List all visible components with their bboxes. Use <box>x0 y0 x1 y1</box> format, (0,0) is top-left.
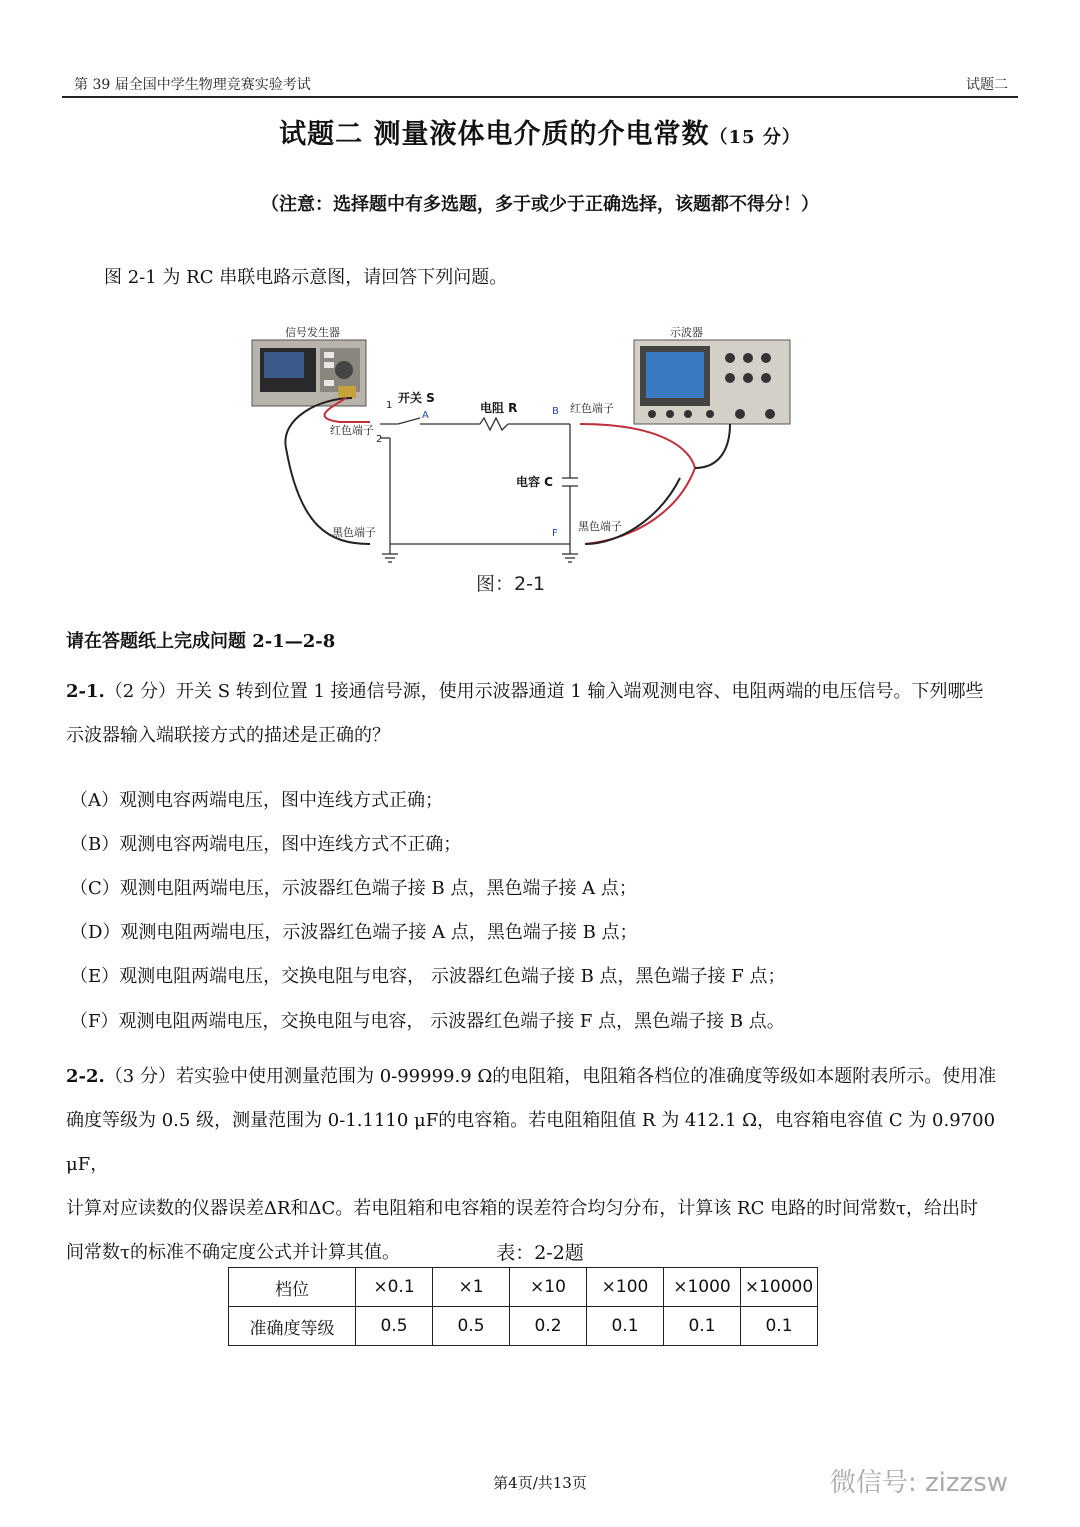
q1-number: 2-1. <box>66 681 105 702</box>
red-terminal-right-label: 红色端子 <box>570 402 614 415</box>
node-B-label: B <box>552 406 559 417</box>
table-cell: 0.2 <box>510 1307 587 1346</box>
table-cell: 档位 <box>229 1268 356 1307</box>
switch-label: 开关 S <box>398 391 435 405</box>
table-cell: ×0.1 <box>356 1268 433 1307</box>
option-f: （F）观测电阻两端电压，交换电阻与电容， 示波器红色端子接 F 点，黑色端子接 B 点。 <box>70 1011 785 1032</box>
q1-text-2: 示波器输入端联接方式的描述是正确的？ <box>66 725 390 746</box>
table-cell: ×100 <box>587 1268 664 1307</box>
node-A-label: A <box>422 410 429 421</box>
q1-text-1: （2 分）开关 S 转到位置 1 接通信号源，使用示波器通道 1 输入端观测电容、电阻两端的电压信号。下列哪些 <box>104 681 984 702</box>
table-cell: ×10000 <box>741 1268 818 1307</box>
table-cell: ×1000 <box>664 1268 741 1307</box>
table-caption: 表：2-2题 <box>496 1242 584 1264</box>
title-main: 试题二 测量液体电介质的介电常数 <box>279 119 710 150</box>
oscilloscope-image <box>634 340 790 424</box>
figure-caption: 图：2-1 <box>476 573 546 595</box>
page-footer: 第4页/共13页 <box>493 1474 587 1492</box>
question-2-1 <box>66 670 1018 758</box>
q2-text-2: 确度等级为 0.5 级，测量范围为 0-1.1110 μF的电容箱。若电阻箱阻值 R 为 412.1 Ω，电容箱电容值 C 为 0.9700 μF， <box>66 1110 996 1175</box>
table-cell: 0.5 <box>433 1307 510 1346</box>
header-rule <box>62 96 1018 98</box>
table-cell: 准确度等级 <box>229 1307 356 1346</box>
red-terminal-left-label: 红色端子 <box>330 424 374 437</box>
option-d: （D）观测电阻两端电压，示波器红色端子接 A 点，黑色端子接 B 点； <box>70 922 638 943</box>
node-2-label: 2 <box>376 434 383 445</box>
option-e: （E）观测电阻两端电压，交换电阻与电容， 示波器红色端子接 B 点，黑色端子接 F 点； <box>70 966 786 987</box>
page-title <box>0 112 1080 151</box>
notice: （注意：选择题中有多选题，多于或少于正确选择，该题都不得分！） <box>261 194 819 215</box>
table-cell: 0.1 <box>664 1307 741 1346</box>
table-cell: 0.1 <box>587 1307 664 1346</box>
capacitor-label: 电容 C <box>516 475 553 489</box>
option-a: （A）观测电容两端电压，图中连线方式正确； <box>70 790 443 811</box>
header-right: 试题二 <box>966 77 1008 93</box>
q1-line1 <box>66 670 1018 714</box>
option-c: （C）观测电阻两端电压，示波器红色端子接 B 点，黑色端子接 A 点； <box>70 878 637 899</box>
q2-text-3: 计算对应读数的仪器误差ΔR和ΔC。若电阻箱和电容箱的误差符合均匀分布，计算该 RC 电路的时间常数τ，给出时 <box>66 1198 979 1219</box>
q2-text-4: 间常数τ的标准不确定度公式并计算其值。 <box>66 1242 400 1263</box>
table-cell: ×1 <box>433 1268 510 1307</box>
title-points: （15 分） <box>709 127 801 148</box>
table-cell: 0.5 <box>356 1307 433 1346</box>
intro-text: 图 2-1 为 RC 串联电路示意图，请回答下列问题。 <box>104 267 508 288</box>
q2-number: 2-2. <box>66 1066 105 1087</box>
option-b: （B）观测电容两端电压，图中连线方式不正确； <box>70 834 462 855</box>
black-terminal-left-label: 黑色端子 <box>332 526 376 539</box>
table-cell: ×10 <box>510 1268 587 1307</box>
black-terminal-right-label: 黑色端子 <box>578 520 622 533</box>
table-cell: 0.1 <box>741 1307 818 1346</box>
circuit-figure <box>240 318 800 598</box>
signal-generator-label: 信号发生器 <box>285 326 340 339</box>
q2-text-1: （3 分）若实验中使用测量范围为 0-99999.9 Ω的电阻箱，电阻箱各档位的准确度等级如本题附表所示。使用准 <box>104 1066 997 1087</box>
instruction: 请在答题纸上完成问题 2-1—2-8 <box>66 631 336 652</box>
node-1-label: 1 <box>386 400 393 411</box>
oscilloscope-label: 示波器 <box>670 326 703 339</box>
header-left: 第 39 届全国中学生物理竞赛实验考试 <box>74 77 311 93</box>
accuracy-table <box>228 1267 818 1346</box>
watermark: 微信号: zizzsw <box>830 1468 1009 1498</box>
table-row <box>229 1268 818 1307</box>
q2-line1 <box>66 1055 1018 1099</box>
signal-generator-image <box>252 340 366 406</box>
node-F-label: F <box>552 528 558 539</box>
resistor-label: 电阻 R <box>480 401 518 415</box>
table-row <box>229 1307 818 1346</box>
